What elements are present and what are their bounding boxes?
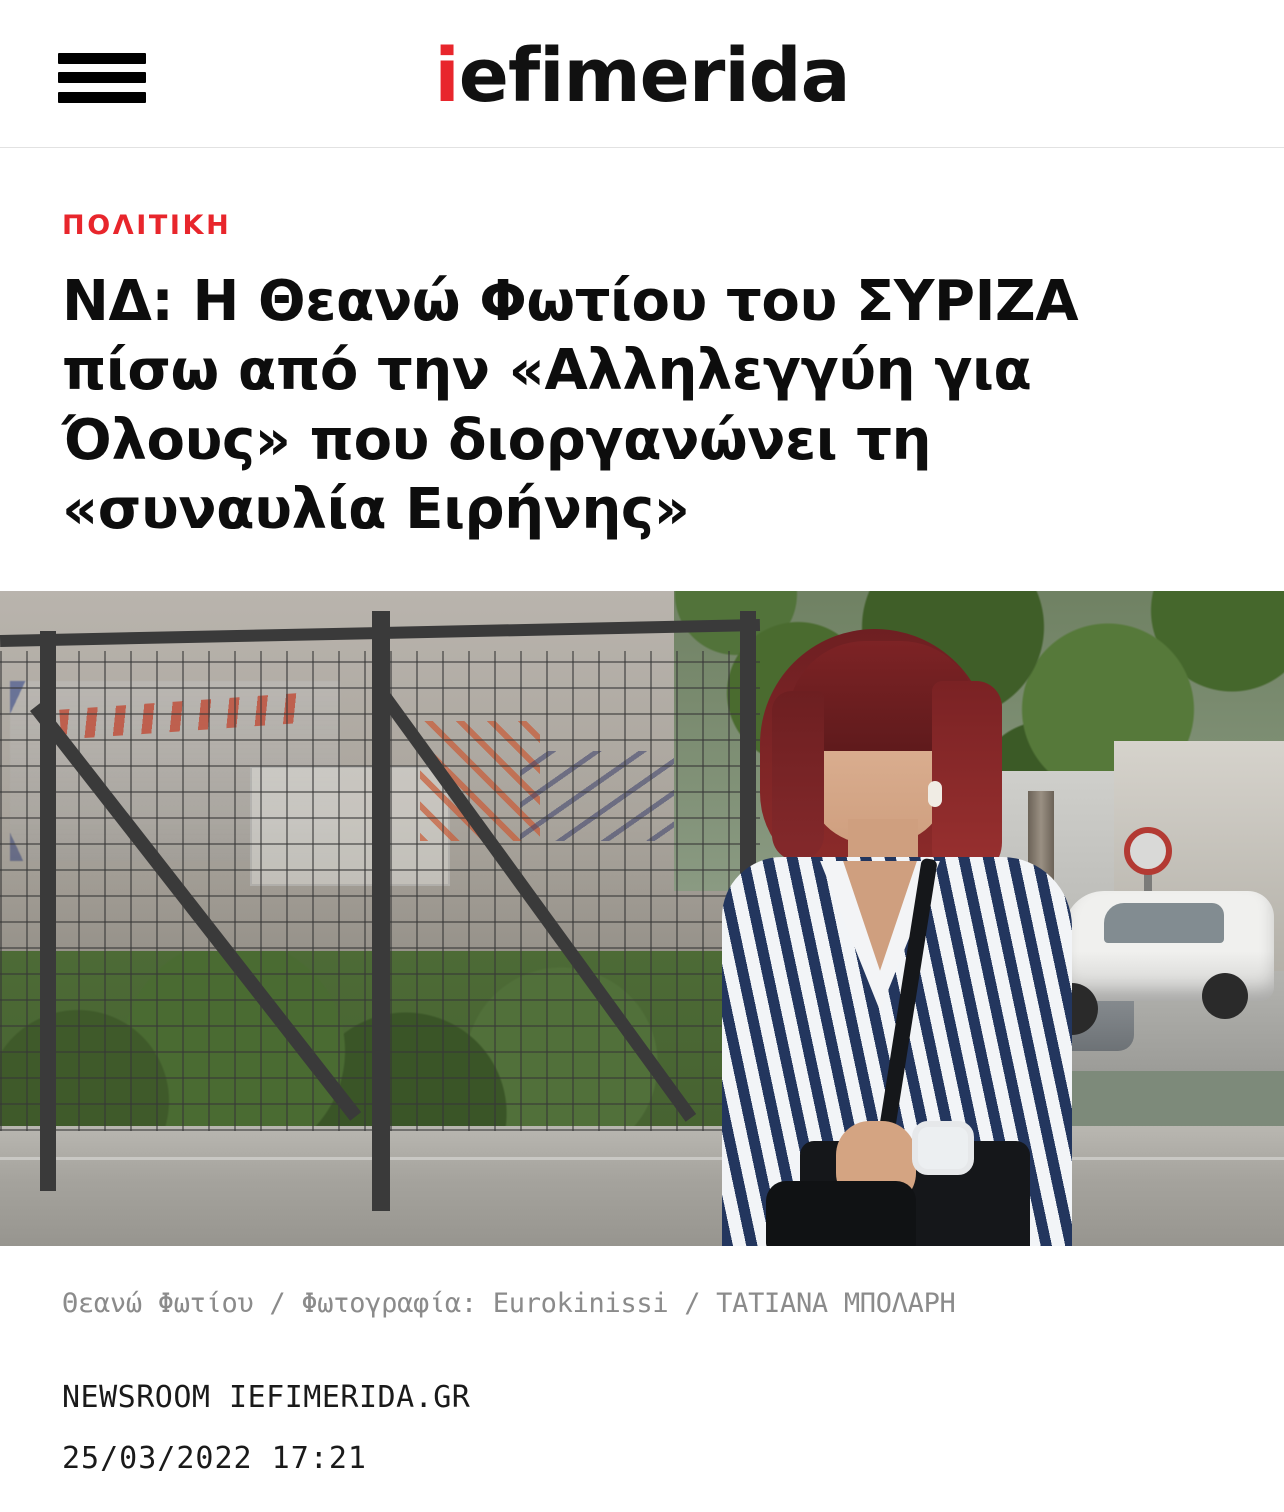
page-title: ΝΔ: Η Θεανώ Φωτίου του ΣΥΡΙΖΑ πίσω από την «Αλληλεγγύη για Όλους» που διοργανώνει τη «συναυλία Ειρήνης»: [62, 269, 1079, 543]
article-hero-image: [0, 591, 1284, 1246]
hero-illustration: [0, 591, 1284, 1246]
article: [0, 210, 1284, 1476]
logo-lead-letter: i: [434, 32, 459, 119]
menu-bar-3: [58, 92, 146, 103]
car-near-window: [1104, 903, 1224, 943]
menu-bar-2: [58, 72, 146, 83]
category-kicker[interactable]: ΠΟΛΙΤΙΚΗ: [62, 210, 232, 241]
subject-hair-right: [932, 681, 1002, 881]
subject-earring: [928, 781, 942, 807]
site-logo[interactable]: [434, 32, 850, 119]
menu-bar-1: [58, 53, 146, 64]
logo-rest: efimerida: [458, 32, 850, 119]
pavement-edge: [0, 1157, 1284, 1160]
subject-hair-left: [772, 691, 824, 861]
fence-post-1: [40, 631, 56, 1191]
status-strip: [0, 0, 1284, 8]
image-caption: Θεανώ Φωτίου / Φωτογραφία: Eurokinissi / ΤΑΤΙΑΝΑ ΜΠΟΛΑΡΗ: [62, 1287, 956, 1319]
subject-handbag: [766, 1181, 916, 1246]
road-sign-icon: [1124, 827, 1172, 875]
hamburger-menu-icon[interactable]: [58, 47, 146, 109]
car-wheel-1: [1202, 973, 1248, 1019]
article-timestamp: 25/03/2022 17:21: [62, 1441, 367, 1477]
site-header: [0, 8, 1284, 148]
article-byline[interactable]: NEWSROOM IEFIMERIDA.GR: [62, 1380, 471, 1416]
subject-wristwatch: [912, 1121, 974, 1175]
fence-post-2: [372, 611, 390, 1211]
photo-subject: [660, 621, 1090, 1246]
pavement: [0, 1126, 1284, 1246]
